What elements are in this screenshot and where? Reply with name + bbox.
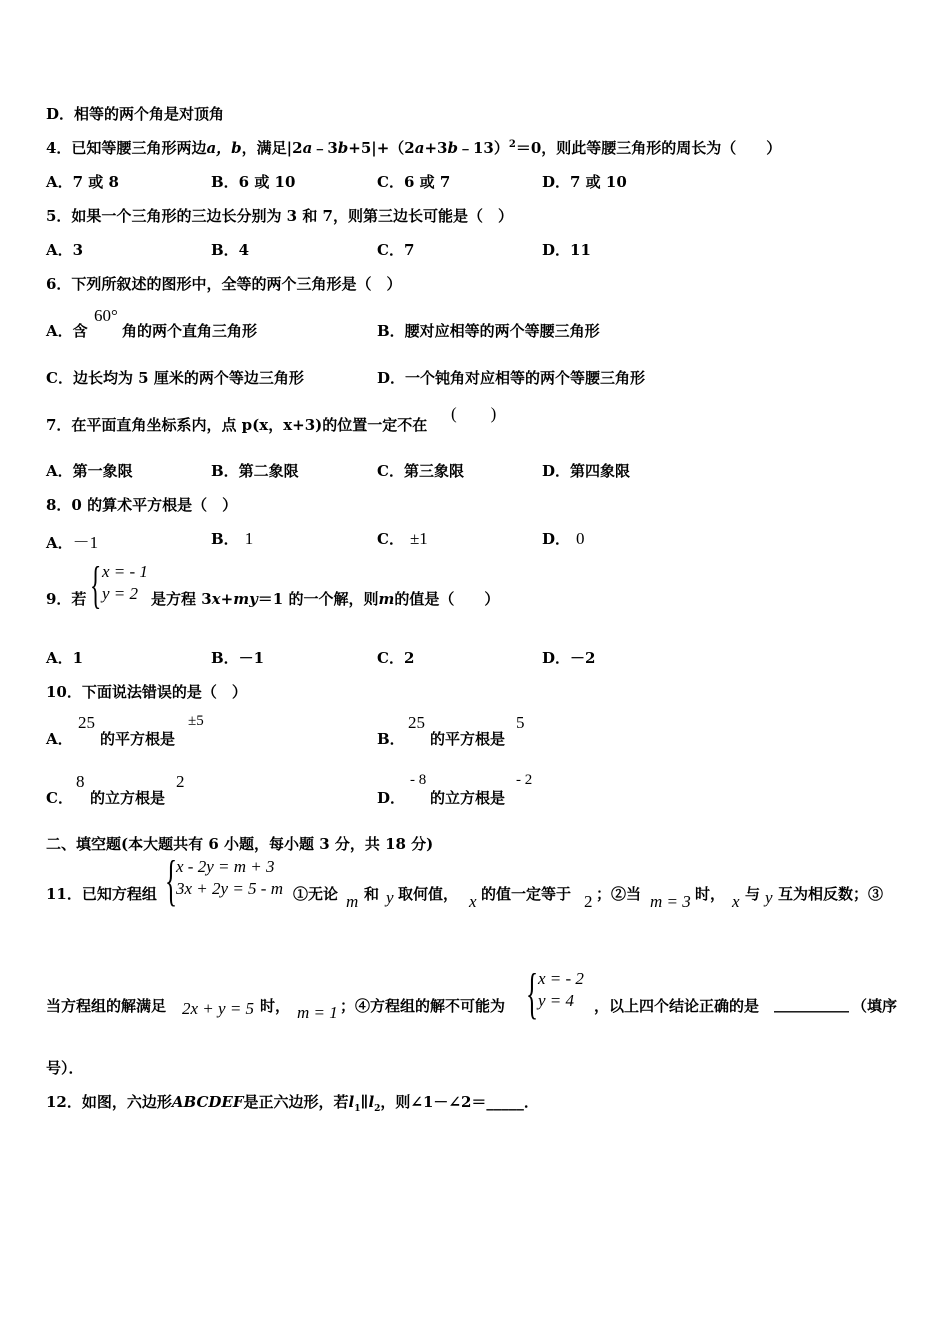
q4-stem: 4．已知等腰三角形两边a，b，满足|2a﹣3b+5|+（2a+3b﹣13）$^2$＝0，则此等腰三角形的周长为（ ） xyxy=(46,139,782,157)
q9-option-b: B．－1 xyxy=(211,649,265,667)
q10-option-d-radicand: - 8 xyxy=(410,772,427,788)
q8-stem: 8．0 的算术平方根是（ ） xyxy=(46,496,238,514)
q11-math-m: m xyxy=(346,892,359,911)
q10-option-b-label: B． xyxy=(377,730,405,748)
q11-text-2: 和 xyxy=(364,885,380,903)
q10-option-b-value: 5 xyxy=(516,713,525,732)
q9-num: 9．若 xyxy=(46,590,87,608)
q6-option-b: B．腰对应相等的两个等腰三角形 xyxy=(377,322,600,340)
q11-text-8: 互为相反数；③ xyxy=(778,885,884,903)
q11-math-x2: x xyxy=(732,892,740,911)
q5-option-a: A．3 xyxy=(46,241,84,259)
q7-option-b: B．第二象限 xyxy=(211,462,299,480)
q10-option-d-text: 的立方根是 xyxy=(430,789,506,807)
q7-stem: 7．在平面直角坐标系内，点 p(x，x+3)的位置一定不在 xyxy=(46,416,428,434)
q7-option-c: C．第三象限 xyxy=(377,462,464,480)
q11-math-condition: 2x + y = 5 xyxy=(182,999,255,1018)
q9-option-d: D．－2 xyxy=(542,649,596,667)
q7-paren: ( ) xyxy=(451,404,497,423)
q11-system-2: x = - 2 y = 4 xyxy=(538,969,584,1010)
q11-math-y2: y xyxy=(765,888,773,907)
q10-option-c-text: 的立方根是 xyxy=(90,789,166,807)
q11-text-6: 时， xyxy=(695,885,726,903)
q11-line2-text-b: 时， xyxy=(260,997,291,1015)
q5-option-d: D．11 xyxy=(542,241,591,259)
q11-line3: 号）． xyxy=(46,1059,84,1077)
q10-option-c-label: C． xyxy=(46,789,73,807)
q8-option-c: C． ±1 xyxy=(377,529,428,548)
q10-option-b-radicand: 25 xyxy=(408,713,425,732)
section-2-title: 二、填空题(本大题共有 6 小题，每小题 3 分，共 18 分) xyxy=(46,835,434,853)
q11-math-m1: m = 1 xyxy=(297,1003,338,1022)
q10-option-d-label: D． xyxy=(377,789,406,807)
q10-option-b-text: 的平方根是 xyxy=(430,730,506,748)
q12-stem: 12．如图，六边形ABCDEF是正六边形，若$l_1\parallel l_2$，则∠1－∠2＝_____． xyxy=(46,1093,539,1114)
q11-text-5: ；②当 xyxy=(596,885,642,903)
q10-option-a-text: 的平方根是 xyxy=(100,730,176,748)
q11-math-2: 2 xyxy=(584,892,593,911)
q5-option-b: B．4 xyxy=(211,241,250,259)
q11-line2-text-d: ，以上四个结论正确的是 xyxy=(594,997,760,1015)
q11-math-m3: m = 3 xyxy=(650,892,691,911)
q4-option-a: A．7 或 8 xyxy=(46,173,119,191)
q6-option-a-text: 角的两个直角三角形 xyxy=(122,322,258,340)
q11-system: x - 2y = m + 3 3x + 2y = 5 - m xyxy=(176,857,283,898)
q12-answer-blank: _____ xyxy=(486,1093,524,1111)
q11-text-1: ①无论 xyxy=(293,885,339,903)
q6-option-c: C．边长均为 5 厘米的两个等边三角形 xyxy=(46,369,304,387)
q11-text-3: 取何值， xyxy=(398,885,459,903)
q6-option-a-label: A．含 xyxy=(46,322,88,340)
q11-line2-text-a: 当方程组的解满足 xyxy=(46,997,167,1015)
q5-option-c: C．7 xyxy=(377,241,415,259)
q9-option-c: C．2 xyxy=(377,649,415,667)
q9-stem: 是方程 3x+my＝1 的一个解，则m的值是（ ） xyxy=(151,590,500,608)
q8-option-a: A．－1 xyxy=(46,533,99,552)
q8-option-b: B． 1 xyxy=(211,529,254,548)
q9-system: x = - 1 y = 2 xyxy=(102,562,148,603)
q4-option-b: B．6 或 10 xyxy=(211,173,296,191)
q11-text-7: 与 xyxy=(745,885,761,903)
q8-option-d: D． 0 xyxy=(542,529,585,548)
q11-math-x: x xyxy=(469,892,477,911)
q11-num: 11．已知方程组 xyxy=(46,885,157,903)
q9-option-a: A．1 xyxy=(46,649,84,667)
q10-option-c-value: 2 xyxy=(176,772,185,791)
q10-option-a-radicand: 25 xyxy=(78,713,95,732)
q11-brace: { xyxy=(165,850,178,912)
q6-stem: 6．下列所叙述的图形中，全等的两个三角形是（ ） xyxy=(46,275,402,293)
q10-option-d-value: - 2 xyxy=(516,772,533,788)
q6-option-d: D．一个钝角对应相等的两个等腰三角形 xyxy=(377,369,646,387)
q3-option-d: D．相等的两个角是对顶角 xyxy=(46,105,225,123)
q11-brace-2: { xyxy=(526,963,539,1025)
q9-brace: { xyxy=(90,557,102,614)
q4-option-d: D．7 或 10 xyxy=(542,173,627,191)
q7-option-d: D．第四象限 xyxy=(542,462,631,480)
q6-option-a-math: 60° xyxy=(94,306,118,325)
q10-option-a-label: A． xyxy=(46,730,73,748)
q11-math-y: y xyxy=(386,888,394,907)
q11-line2-text-e: （填序 xyxy=(852,997,898,1015)
q4-option-c: C．6 或 7 xyxy=(377,173,451,191)
q10-option-a-value: ±5 xyxy=(188,713,204,729)
q5-stem: 5．如果一个三角形的三边长分别为 3 和 7，则第三边长可能是（ ） xyxy=(46,207,513,225)
q11-answer-blank: __________ xyxy=(774,995,849,1013)
q11-line2-text-c: ；④方程组的解不可能为 xyxy=(340,997,506,1015)
q11-text-4: 的值一定等于 xyxy=(481,885,572,903)
q10-option-c-radicand: 8 xyxy=(76,772,85,791)
q10-stem: 10．下面说法错误的是（ ） xyxy=(46,683,247,701)
q7-option-a: A．第一象限 xyxy=(46,462,133,480)
